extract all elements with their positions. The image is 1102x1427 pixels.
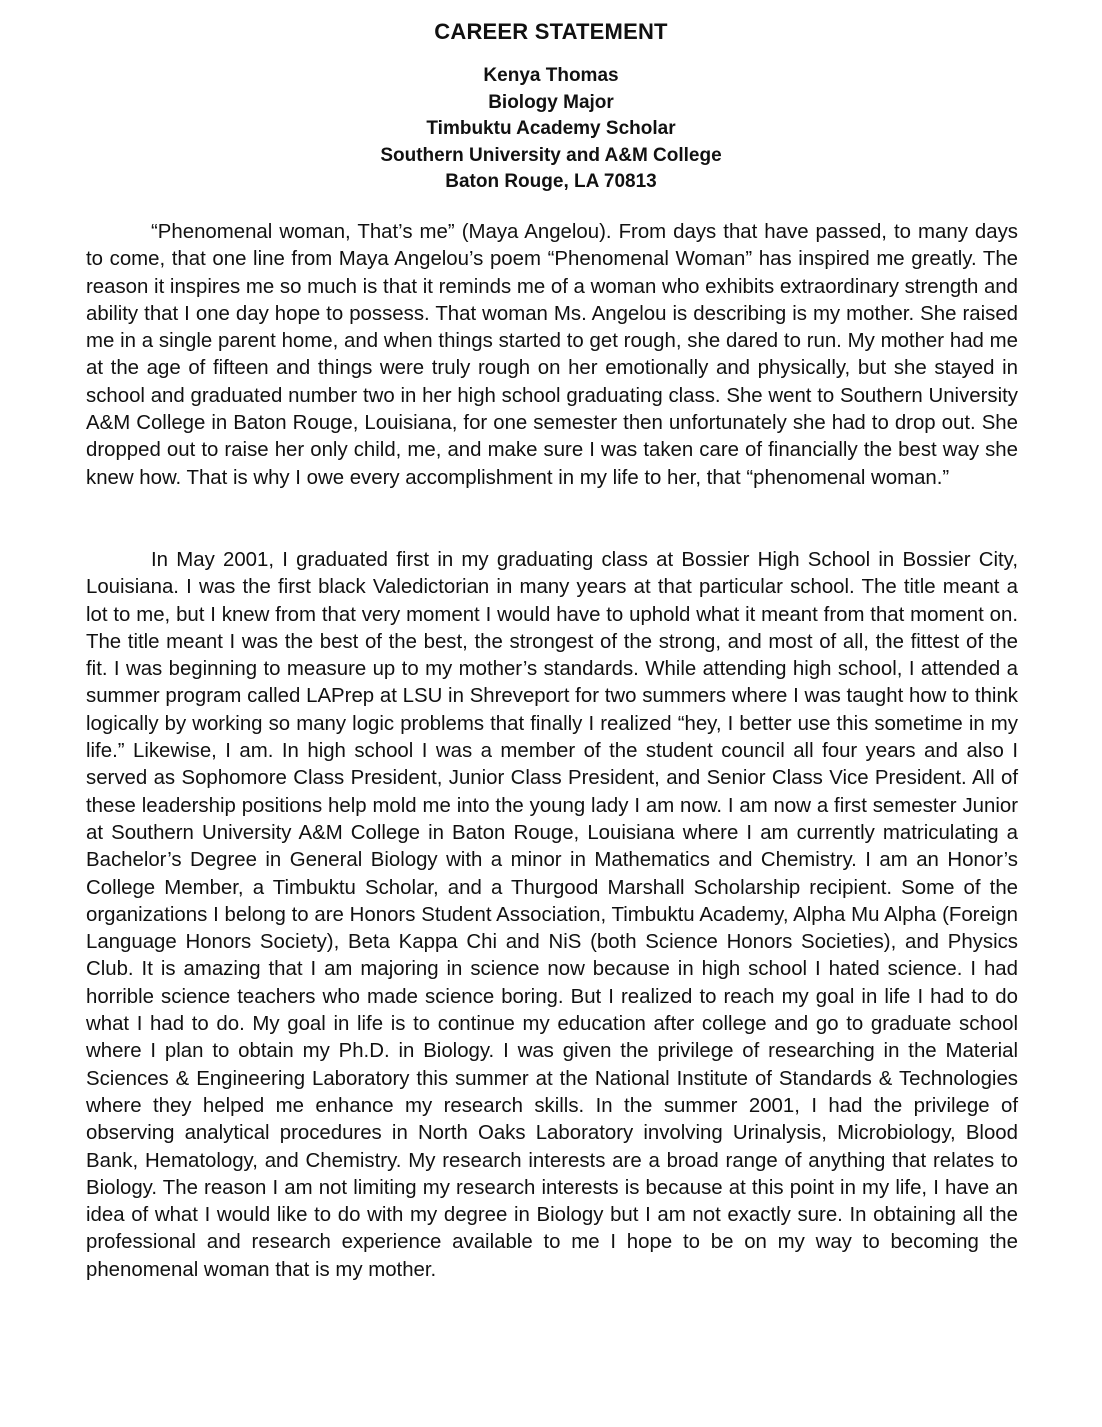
- author-location: Baton Rouge, LA 70813: [445, 171, 657, 193]
- body-paragraph-2: In May 2001, I graduated first in my graduating class at Bossier High School in Bossier City, Louisiana. I was the first black Valedictorian in many years at that particular school. The title meant a lot to me, but I knew from that very moment I would have to uphold what it meant from that moment on. The title meant I was the best of the best, the strongest of the strong, and most of all, the fittest of the fit. I was beginning to measure up to my mother’s standards. While attending high school, I attended a summer program called LAPrep at LSU in Shreveport for two summers where I was taught how to think logically by working so many logic problems that finally I realized “hey, I better use this sometime in my life.” Likewise, I am. In high school I was a member of the student council all four years and also I served as Sophomore Class President, Junior Class President, and Senior Class Vice President. All of these leadership positions help mold me into the young lady I am now. I am now a first semester Junior at Southern University A&M College in Baton Rouge, Louisiana where I am currently matriculating a Bachelor’s Degree in General Biology with a minor in Mathematics and Chemistry. I am an Honor’s College Member, a Timbuktu Scholar, and a Thurgood Marshall Scholarship recipient. Some of the organizations I belong to are Honors Student Association, Timbuktu Academy, Alpha Mu Alpha (Foreign Language Honors Society), Beta Kappa Chi and NiS (both Science Honors Societies), and Physics Club. It is amazing that I am majoring in science now because in high school I hated science. I had horrible science teachers who made science boring. But I realized to reach my goal in life I had to do what I had to do. My goal in life is to continue my education after college and go to graduate school where I plan to obtain my Ph.D. in Biology. I was given the privilege of researching in the Material Sciences & Engineering Laboratory this summer at the National Institute of Standards & Technologies where they helped me enhance my research skills. In the summer 2001, I had the privilege of observing analytical procedures in North Oaks Laboratory involving Urinalysis, Microbiology, Blood Bank, Hematology, and Chemistry. My research interests are a broad range of anything that relates to Biology. The reason I am not limiting my research interests is because at this point in my life, I have an idea of what I would like to do with my degree in Biology but I am not exactly sure. In obtaining all the professional and research experience available to me I hope to be on my way to becoming the phenomenal woman that is my mother.: [86, 549, 1018, 1281]
- author-header: [0, 63, 1102, 196]
- document-title: CAREER STATEMENT: [434, 19, 668, 44]
- author-name: Kenya Thomas: [483, 65, 619, 86]
- author-program: Timbuktu Academy Scholar: [426, 118, 676, 140]
- author-institution: Southern University and A&M College: [380, 144, 722, 166]
- author-major: Biology Major: [488, 91, 614, 113]
- body-paragraph-1: “Phenomenal woman, That’s me” (Maya Angelou). From days that have passed, to many days to come, that one line from Maya Angelou’s poem “Phenomenal Woman” has inspired me greatly. The reason it inspires me so much is that it reminds me of a woman who exhibits extraordinary strength and ability that I one day hope to possess. That woman Ms. Angelou is describing is my mother. She raised me in a single parent home, and when things started to get rough, she dared to run. My mother had me at the age of fifteen and things were truly rough on her emotionally and physically, but she stayed in school and graduated number two in her high school graduating class. She went to Southern University A&M College in Baton Rouge, Louisiana, for one semester then unfortunately she had to drop out. She dropped out to raise her only child, me, and make sure I was taken care of financially the best way she knew how. That is why I owe every accomplishment in my life to her, that “phenomenal woman.”: [86, 221, 1018, 489]
